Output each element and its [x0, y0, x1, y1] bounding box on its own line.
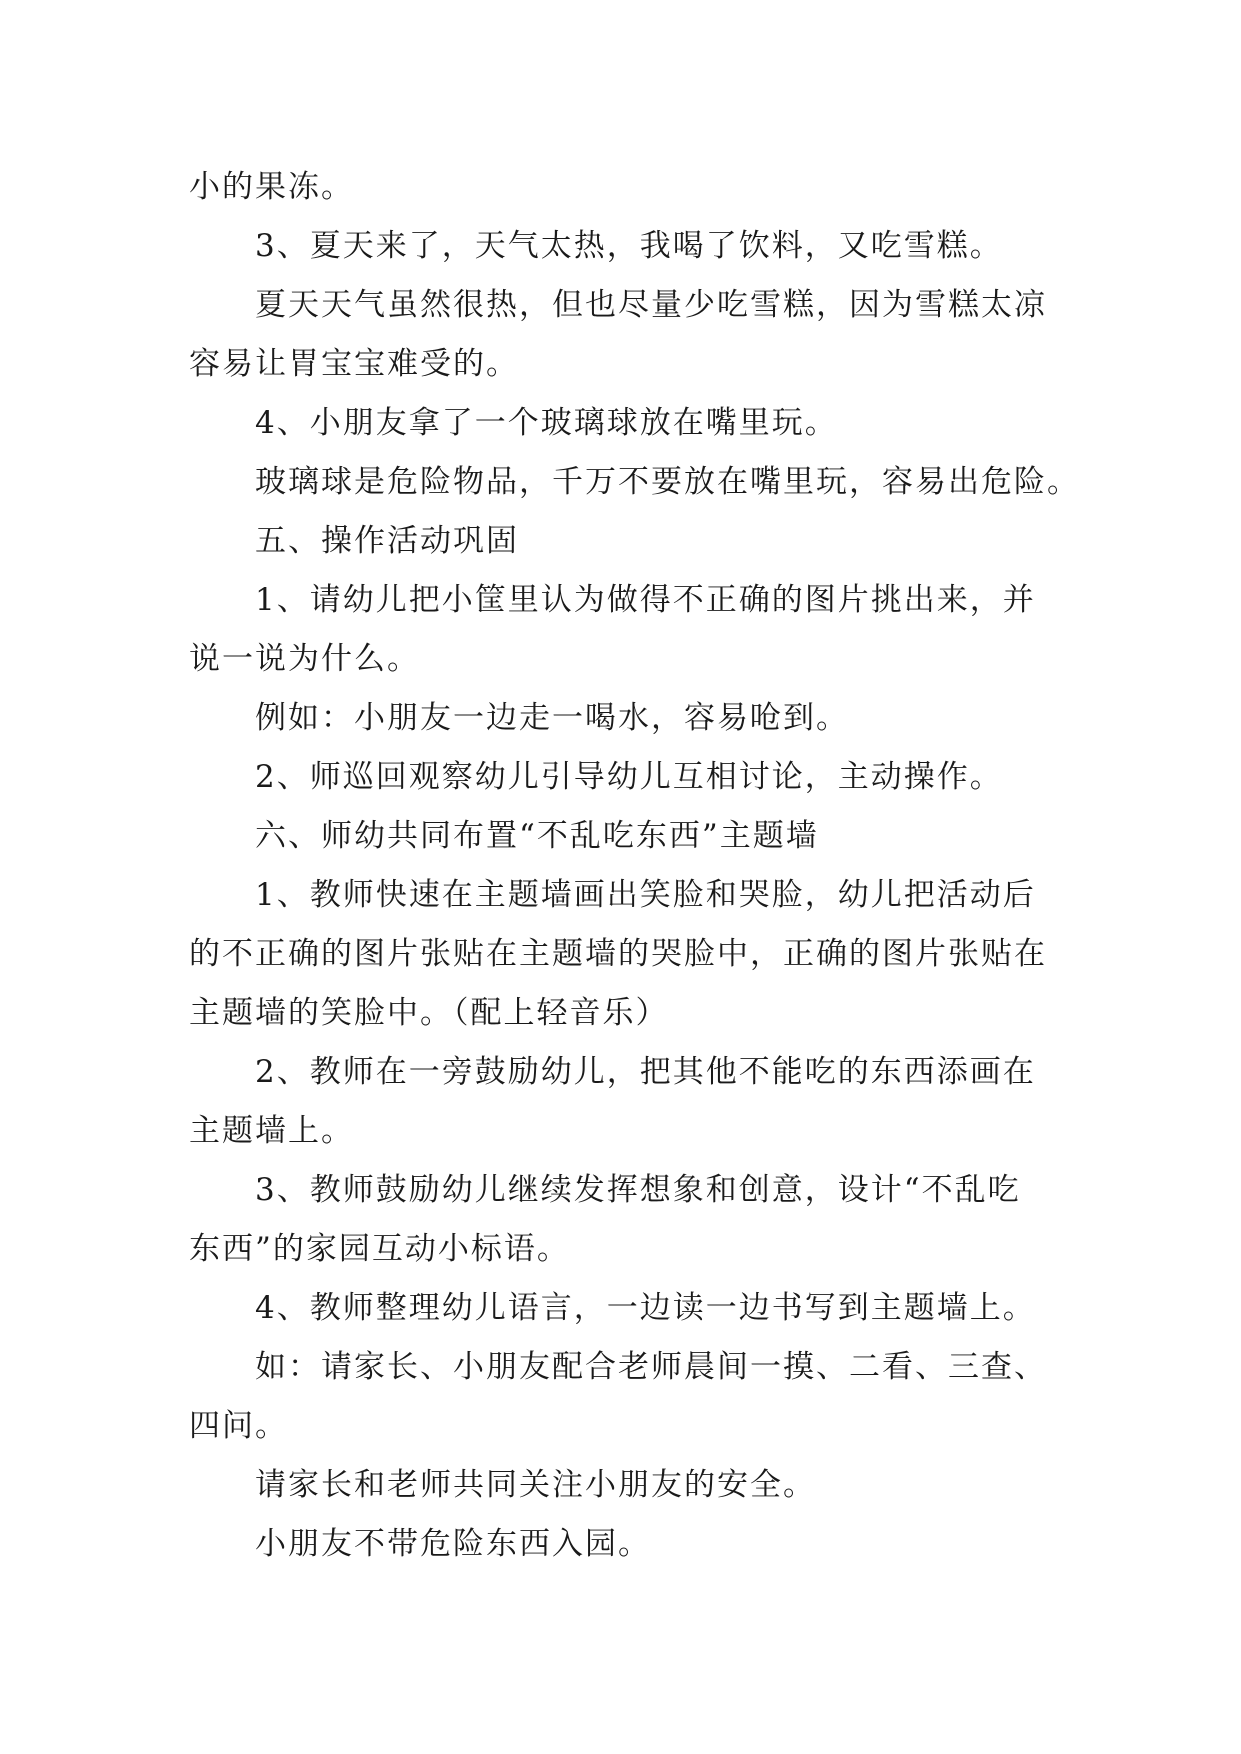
text-line: 的不正确的图片张贴在主题墙的哭脸中，正确的图片张贴在 — [189, 936, 1047, 972]
text-line: 如：请家长、小朋友配合老师晨间一摸、二看、三查、 — [255, 1349, 1047, 1385]
text-line: 例如：小朋友一边走一喝水，容易呛到。 — [255, 700, 849, 736]
section-heading: 六、师幼共同布置“不乱吃东西”主题墙 — [255, 818, 819, 854]
section-heading: 五、操作活动巩固 — [255, 523, 519, 559]
text-line: 东西”的家园互动小标语。 — [189, 1231, 570, 1267]
text-line: 容易让胃宝宝难受的。 — [189, 346, 519, 382]
text-line: 2、师巡回观察幼儿引导幼儿互相讨论，主动操作。 — [255, 759, 1003, 795]
text-line: 4、小朋友拿了一个玻璃球放在嘴里玩。 — [255, 405, 838, 441]
text-line: 主题墙上。 — [189, 1113, 354, 1149]
text-line: 请家长和老师共同关注小朋友的安全。 — [255, 1467, 816, 1503]
text-line: 主题墙的笑脸中。（配上轻音乐） — [189, 995, 669, 1031]
text-line: 玻璃球是危险物品，千万不要放在嘴里玩，容易出危险。 — [255, 464, 1080, 500]
text-line: 4、教师整理幼儿语言，一边读一边书写到主题墙上。 — [255, 1290, 1036, 1326]
text-line: 四问。 — [189, 1408, 288, 1444]
text-line: 小朋友不带危险东西入园。 — [255, 1526, 651, 1562]
text-line: 1、教师快速在主题墙画出笑脸和哭脸，幼儿把活动后 — [255, 877, 1036, 913]
document-body — [189, 158, 1080, 1574]
text-line: 3、教师鼓励幼儿继续发挥想象和创意，设计“不乱吃 — [255, 1172, 1021, 1208]
text-line: 3、夏天来了，天气太热，我喝了饮料，又吃雪糕。 — [255, 228, 1003, 264]
text-line: 说一说为什么。 — [189, 641, 420, 677]
text-line: 夏天天气虽然很热，但也尽量少吃雪糕，因为雪糕太凉 — [255, 287, 1047, 323]
text-line: 2、教师在一旁鼓励幼儿，把其他不能吃的东西添画在 — [255, 1054, 1036, 1090]
text-line: 1、请幼儿把小筐里认为做得不正确的图片挑出来，并 — [255, 582, 1036, 618]
text-line: 小的果冻。 — [189, 169, 354, 205]
